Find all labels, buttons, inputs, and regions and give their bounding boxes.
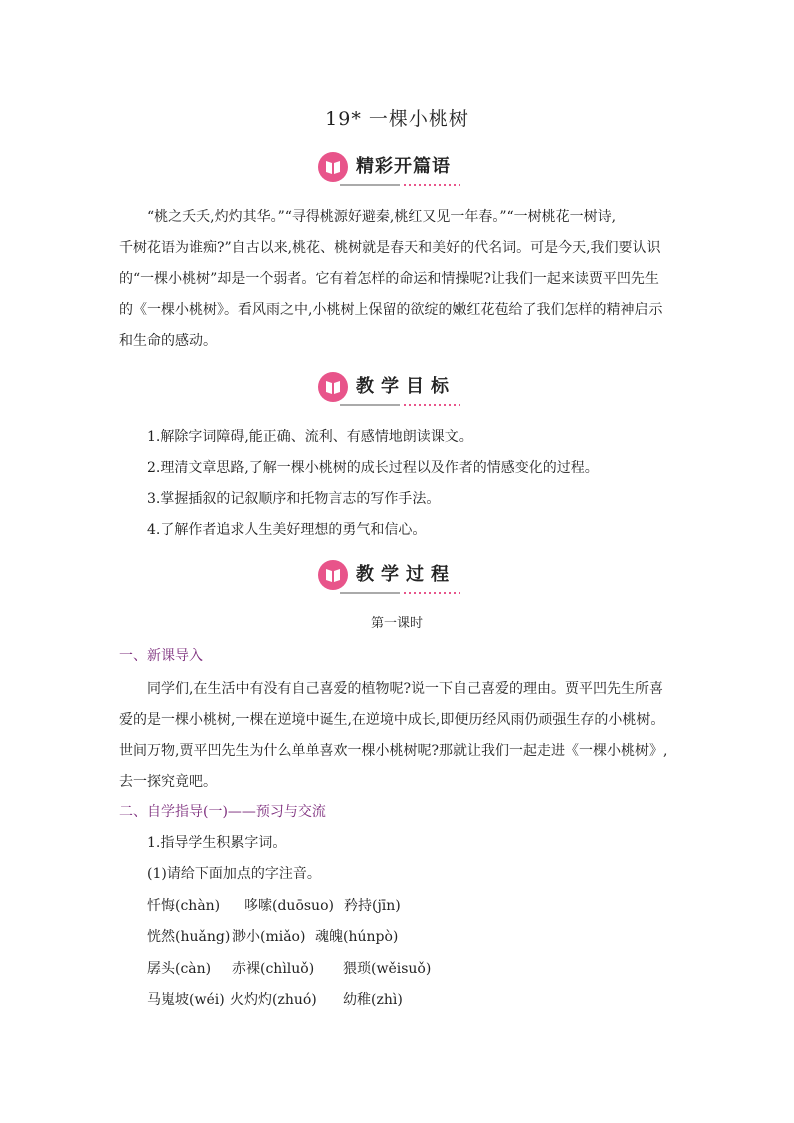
vocab-item: 矜持(jīn) [344,898,401,914]
goal-item: 3.掌握插叙的记叙顺序和托物言志的写作手法。 [147,491,441,507]
intro-line: 的“一棵小桃树”却是一个弱者。它有着怎样的命运和情操呢?让我们一起来读贾平凹先生 [119,271,659,287]
vocab-item: 马嵬坡(wéi) [147,992,225,1008]
section-heading-intro [318,150,468,190]
part1-line: 爱的是一棵小桃树,一棵在逆境中诞生,在逆境中成长,即便历经风雨仍顽强生存的小桃树。 [119,712,665,728]
goal-item: 1.解除字词障碍,能正确、流利、有感情地朗读课文。 [147,429,473,445]
vocab-item: 恍然(huǎng) [147,929,231,945]
vocab-item: 哆嗦(duōsuo) [244,898,334,914]
vocab-item: 火灼灼(zhuó) [230,992,317,1008]
step-line: 1.指导学生积累字词。 [147,835,287,851]
section-heading-process [318,558,468,598]
vocab-item: 孱头(càn) [147,961,212,977]
step-line: (1)请给下面加点的字注音。 [147,866,321,882]
section-heading-label: 精彩开篇语 [356,156,451,177]
heading-underline [340,397,460,407]
goal-item: 4.了解作者追求人生美好理想的勇气和信心。 [147,522,427,538]
intro-line: 和生命的感动。 [119,333,217,349]
part2-heading: 二、自学指导(一)——预习与交流 [119,804,326,820]
heading-underline [340,177,460,187]
vocab-item: 幼稚(zhì) [343,992,403,1008]
part1-paragraph [119,674,679,798]
page-title: 19* 一棵小桃树 [325,108,469,130]
heading-underline [340,585,460,595]
part1-heading: 一、新课导入 [119,648,203,664]
vocab-item: 赤裸(chìluǒ) [232,961,315,977]
section-heading-label: 教学目标 [356,376,456,397]
part1-line: 去一探究竟吧。 [119,774,217,790]
goal-item: 2.理清文章思路,了解一棵小桃树的成长过程以及作者的情感变化的过程。 [147,460,599,476]
intro-line: 千树花语为谁痴?”自古以来,桃花、桃树就是春天和美好的代名词。可是今天,我们要认识 [119,240,661,256]
vocab-item: 猥琐(wěisuǒ) [343,961,432,977]
part1-line: 同学们,在生活中有没有自己喜爱的植物呢?说一下自己喜爱的理由。贾平凹先生所喜 [147,681,663,697]
part1-line: 世间万物,贾平凹先生为什么单单喜欢一棵小桃树呢?那就让我们一起走进《一棵小桃树》, [119,743,668,759]
lesson-label: 第一课时 [370,616,423,631]
vocab-item: 魂魄(húnpò) [315,929,399,945]
vocab-item: 渺小(miǎo) [232,929,306,945]
section-heading-label: 教学过程 [356,564,456,585]
intro-line: 的《一棵小桃树》。看风雨之中,小桃树上保留的欲绽的嫩红花苞给了我们怎样的精神启示 [119,302,663,318]
intro-paragraph [119,202,679,357]
section-heading-goals [318,370,468,410]
vocab-item: 忏悔(chàn) [147,898,221,914]
intro-line: “桃之夭夭,灼灼其华。”“寻得桃源好避秦,桃红又见一年春。”“一树桃花一树诗, [147,209,617,225]
